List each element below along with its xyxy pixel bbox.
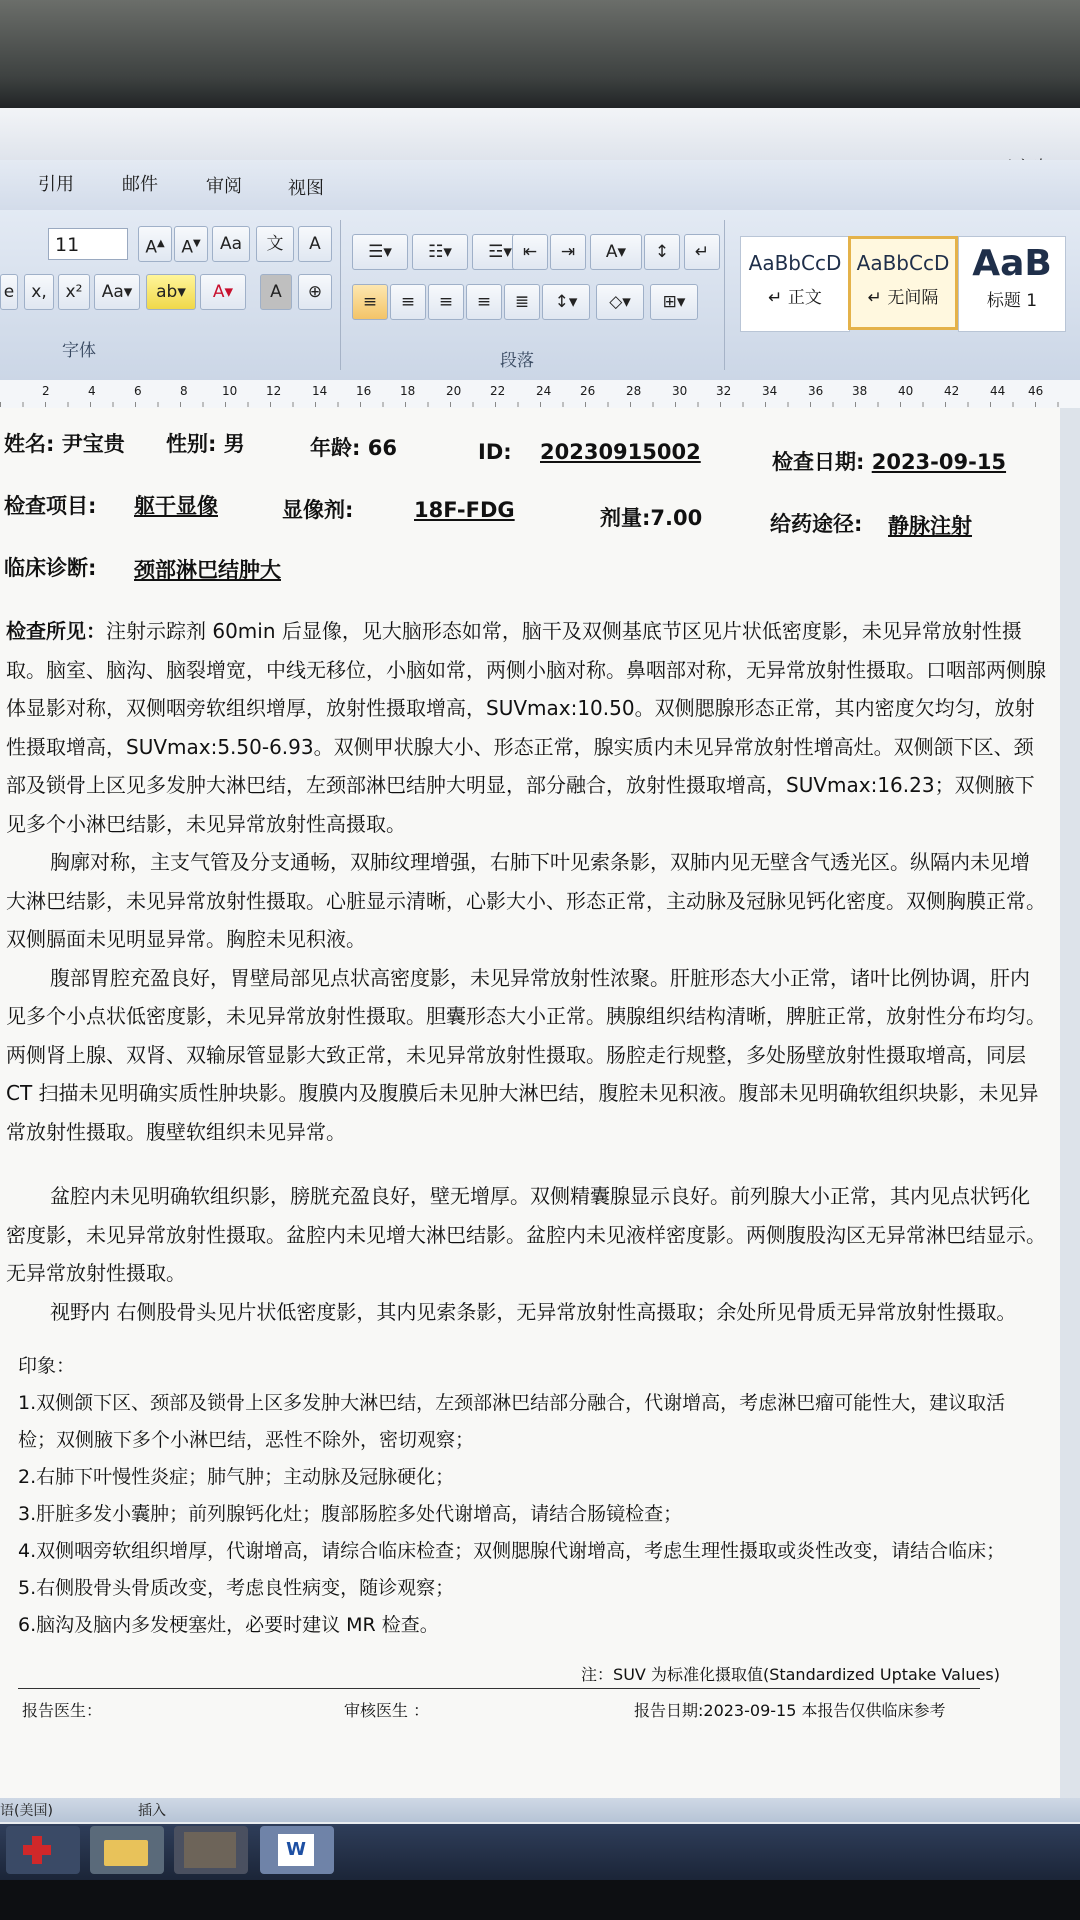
- shrink-font-button[interactable]: A▼: [174, 226, 208, 262]
- impression-item: 6.脑沟及脑内多发梗塞灶，必要时建议 MR 检查。: [18, 1614, 439, 1636]
- age-label: 年龄:: [310, 436, 361, 460]
- ruler-tick: 8: [180, 384, 188, 398]
- subscript-button[interactable]: x,: [24, 274, 54, 310]
- suv-note: 注：SUV 为标准化摄取值(Standardized Uptake Values): [581, 1665, 1000, 1684]
- ruler-tick: 36: [808, 384, 824, 398]
- ruler-tick: 38: [852, 384, 868, 398]
- ruler-tick: 30: [672, 384, 688, 398]
- impression-item: 4.双侧咽旁软组织增厚，代谢增高，请综合临床检查；双侧腮腺代谢增高，考虑生理性摄取或炎性改变，请结合临床；: [18, 1540, 1006, 1562]
- group-separator: [340, 220, 341, 370]
- strike-button[interactable]: e: [0, 274, 18, 310]
- style-no-spacing[interactable]: [848, 236, 958, 330]
- ruler-tick: 14: [312, 384, 328, 398]
- align-center-button[interactable]: ≡: [390, 284, 426, 320]
- style-sample: AaBbCcD: [748, 251, 842, 275]
- imaging-agent: 18F-FDG: [414, 498, 515, 522]
- ruler-tick: 20: [446, 384, 462, 398]
- distribute-button[interactable]: ≣: [504, 284, 540, 320]
- numbering-button[interactable]: ☷▾: [412, 234, 468, 270]
- exam-date: 2023-09-15: [871, 450, 1007, 474]
- style-name: ↵ 正文: [768, 288, 822, 308]
- impression-item: 5.右侧股骨头骨质改变，考虑良性病变，随诊观察；: [18, 1577, 455, 1599]
- ruler-marks: [0, 402, 1060, 407]
- menu-bar: [0, 160, 1080, 210]
- sex-label: 性别:: [166, 432, 217, 456]
- ruler-tick: 22: [490, 384, 506, 398]
- impression-item: 2.右肺下叶慢性炎症；肺气肿；主动脉及冠脉硬化；: [18, 1466, 455, 1488]
- ruler[interactable]: [0, 380, 1080, 409]
- name-label: 姓名:: [4, 432, 55, 456]
- title-bar: [0, 108, 1080, 160]
- route: 静脉注射: [888, 514, 972, 538]
- status-bar: [0, 1798, 1080, 1822]
- impression-item: 1.双侧颌下区、颈部及锁骨上区多发肿大淋巴结，左颈部淋巴结部分融合，代谢增高，考虑淋巴瘤可能性大，建议取活检；双侧腋下多个小淋巴结，恶性不除外，密切观察；: [18, 1392, 1006, 1451]
- tab-mailings[interactable]: 邮件: [122, 174, 158, 195]
- ruler-tick: 46: [1028, 384, 1044, 398]
- change-case-button[interactable]: Aa▾: [94, 274, 140, 310]
- ruler-tick: 18: [400, 384, 416, 398]
- findings-paragraph: [6, 612, 1046, 843]
- findings-paragraph: 腹部胃腔充盈良好，胃壁局部见点状高密度影，未见异常放射性浓聚。肝脏形态大小正常，诸叶比例协调，肝内见多个小点状低密度影，未见异常放射性摄取。胆囊形态大小正常。胰腺组织结构清晰，脾脏正常，放射性分布均匀。两侧肾上腺、双肾、双输尿管显影大致正常，未见异常放射性摄取。肠腔走行规整，多处肠壁放射性摄取增高，同层 CT 扫描未见明确实质性肿块影。腹膜内及腹膜后未见肿大淋巴结，腹腔未见积液。腹部未见明确软组织块影，未见异常放射性摄取。腹壁软组织未见异常。: [6, 965, 1046, 1144]
- bullets-button[interactable]: ☰▾: [352, 234, 408, 270]
- style-name: ↵ 无间隔: [867, 288, 939, 308]
- ruler-tick: 42: [944, 384, 960, 398]
- patient-name-row: [4, 428, 125, 458]
- style-heading-1[interactable]: [958, 236, 1066, 332]
- impression-section: [18, 1348, 1018, 1644]
- findings-text: 注射示踪剂 60min 后显像，见大脑形态如常，脑干及双侧基底节区见片状低密度影，未见异常放射性摄取。脑室、脑沟、脑裂增宽，中线无移位，小脑如常，两侧小脑对称。鼻咽部对称，无异常放射性摄取。口咽部两侧腺体显影对称，双侧咽旁软组织增厚，放射性摄取增高，SUVmax:10.50。双侧腮腺形态正常，其内密度欠均匀，放射性摄取增高，SUVmax:5.50-6.93。双侧甲状腺大小、形态正常，腺实质内未见异常放射性增高灶。双侧颌下区、颈部及锁骨上区见多发肿大淋巴结，左颈部淋巴结肿大明显，部分融合，放射性摄取增高，SUVmax:16.23；双侧腋下见多个小淋巴结影，未见异常放射性高摄取。: [6, 619, 1046, 836]
- style-sample: AaB: [972, 243, 1052, 284]
- insert-mode-status[interactable]: 插入: [138, 1803, 166, 1819]
- exam-date-row: [772, 446, 1006, 476]
- style-sample: AaBbCcD: [856, 251, 950, 275]
- ruler-tick: 24: [536, 384, 552, 398]
- enclose-char-button[interactable]: ⊕: [298, 274, 332, 310]
- style-name: 标题 1: [986, 291, 1038, 311]
- patient-name: 尹宝贵: [61, 432, 125, 456]
- tab-references[interactable]: 引用: [38, 174, 74, 195]
- clinical-diagnosis: 颈部淋巴结肿大: [134, 558, 281, 582]
- sex-row: [166, 428, 245, 458]
- ruler-tick: 40: [898, 384, 914, 398]
- font-color-button[interactable]: A▾: [200, 274, 246, 310]
- font-size-box[interactable]: 11: [48, 228, 128, 260]
- app-thumbnail-icon[interactable]: [174, 1826, 248, 1874]
- folder-icon[interactable]: [90, 1826, 164, 1874]
- language-status[interactable]: 语(美国): [0, 1803, 53, 1819]
- style-normal[interactable]: [740, 236, 850, 332]
- font-group-label: 字体: [62, 341, 96, 361]
- agent-label: 显像剂:: [282, 498, 354, 522]
- ruler-tick: 10: [222, 384, 238, 398]
- findings-paragraph: 视野内 右侧股骨头见片状低密度影，其内见索条影，无异常放射性高摄取；余处所见骨质无异常放射性摄取。: [50, 1299, 1017, 1324]
- align-left-button[interactable]: ≡: [352, 284, 388, 320]
- ruler-tick: 6: [134, 384, 142, 398]
- ruler-tick: 16: [356, 384, 372, 398]
- exam-item-label: 检查项目:: [4, 494, 97, 518]
- patient-id: 20230915002: [540, 440, 701, 464]
- exam-item: 躯干显像: [134, 494, 218, 518]
- show-marks-button[interactable]: ↵: [684, 234, 720, 270]
- exam-date-label: 检查日期:: [772, 450, 865, 474]
- ruler-tick: 44: [990, 384, 1006, 398]
- impression-label: 印象：: [18, 1355, 76, 1377]
- ruler-tick: 12: [266, 384, 282, 398]
- phonetic-guide-button[interactable]: 文: [256, 226, 294, 262]
- justify-button[interactable]: ≡: [466, 284, 502, 320]
- findings-label: 检查所见：: [6, 619, 106, 643]
- ruler-tick: 26: [580, 384, 596, 398]
- findings-paragraph: 胸廓对称，主支气管及分支通畅，双肺纹理增强，右肺下叶见索条影，双肺内见无壁含气透光区。纵隔内未见增大淋巴结影，未见异常放射性摄取。心脏显示清晰，心影大小、形态正常，主动脉及冠脉见钙化密度。双侧胸膜正常。双侧膈面未见明显异常。胸腔未见积液。: [6, 850, 1046, 951]
- ruler-tick: 28: [626, 384, 642, 398]
- borders-button[interactable]: ⊞▾: [650, 284, 698, 320]
- superscript-button[interactable]: x²: [58, 274, 90, 310]
- tab-review[interactable]: 审阅: [206, 176, 242, 197]
- sort-button[interactable]: ↕: [644, 234, 680, 270]
- multilevel-list-button[interactable]: ☲▾: [472, 234, 528, 270]
- reviewer-label: 审核医生 ：: [344, 1701, 430, 1720]
- report-date-footer: 报告日期:2023-09-15 本报告仅供临床参考: [634, 1701, 946, 1720]
- patient-age: 66: [367, 436, 397, 460]
- word-icon[interactable]: W: [260, 1826, 334, 1874]
- ribbon: [0, 210, 1080, 383]
- ruler-tick: 2: [42, 384, 50, 398]
- ruler-tick: 4: [88, 384, 96, 398]
- char-border-button[interactable]: A: [298, 226, 332, 262]
- medical-app-icon[interactable]: [6, 1826, 80, 1874]
- align-right-button[interactable]: ≡: [428, 284, 464, 320]
- patient-sex: 男: [223, 432, 245, 456]
- grow-font-button[interactable]: A▲: [138, 226, 172, 262]
- diag-label: 临床诊断:: [4, 556, 97, 580]
- findings-section: [6, 612, 1046, 1331]
- char-shading-button[interactable]: A: [260, 274, 292, 310]
- dose: 剂量:7.00: [600, 506, 703, 530]
- id-label: ID:: [478, 440, 512, 464]
- highlight-button[interactable]: ab▾: [146, 274, 196, 310]
- findings-paragraph: 盆腔内未见明确软组织影，膀胱充盈良好，壁无增厚。双侧精囊腺显示良好。前列腺大小正常，其内见点状钙化密度影，未见异常放射性摄取。盆腔内未见增大淋巴结影。盆腔内未见液样密度影。两侧腹股沟区无异常淋巴结显示。无异常放射性摄取。: [6, 1184, 1046, 1285]
- asian-layout-button[interactable]: A▾: [590, 234, 642, 270]
- footer-divider: [18, 1688, 980, 1689]
- clear-format-button[interactable]: Aa: [212, 226, 250, 262]
- paragraph-group-label: 段落: [500, 351, 534, 371]
- age-row: [310, 432, 397, 462]
- ruler-tick: 34: [762, 384, 778, 398]
- report-doctor-label: 报告医生：: [22, 1701, 103, 1720]
- decrease-indent-button[interactable]: ⇤: [512, 234, 548, 270]
- route-label: 给药途径:: [770, 512, 863, 536]
- line-spacing-button[interactable]: ↕▾: [542, 284, 590, 320]
- monitor-bezel-bottom: [0, 1880, 1080, 1920]
- shading-button[interactable]: ◇▾: [596, 284, 644, 320]
- ruler-tick: 32: [716, 384, 732, 398]
- vertical-scrollbar[interactable]: [1060, 408, 1080, 1803]
- increase-indent-button[interactable]: ⇥: [550, 234, 586, 270]
- impression-item: 3.肝脏多发小囊肿；前列腺钙化灶；腹部肠腔多处代谢增高，请结合肠镜检查；: [18, 1503, 683, 1525]
- tab-view[interactable]: 视图: [288, 178, 324, 199]
- monitor-bezel: [0, 0, 1080, 110]
- group-separator: [724, 220, 725, 370]
